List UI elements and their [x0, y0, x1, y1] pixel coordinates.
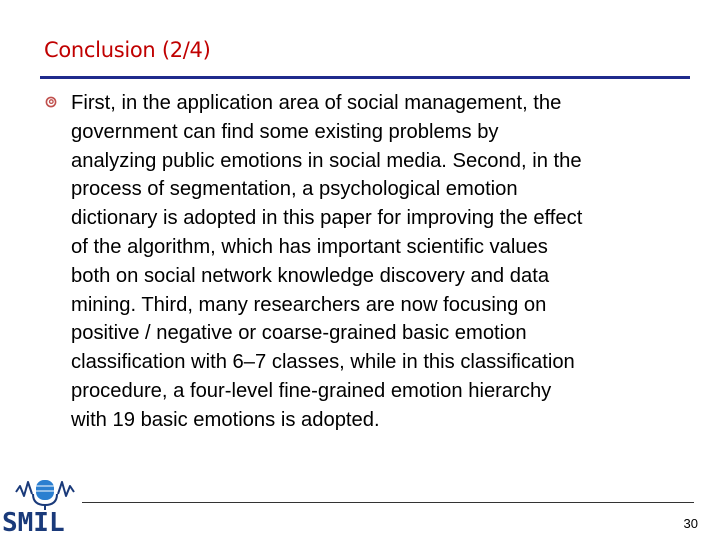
body-paragraph [71, 89, 691, 435]
body-line: both on social network knowledge discovery and data [71, 264, 550, 287]
body-line: mining. Third, many researchers are now focusing on [71, 293, 547, 316]
body-line: with 19 basic emotions is adopted. [71, 408, 380, 431]
body-line: process of segmentation, a psychological emotion [71, 178, 518, 201]
slide-title: Conclusion (2/4) [44, 38, 211, 62]
page-number: 30 [683, 516, 698, 531]
logo-text: SMIL [2, 508, 65, 538]
title-divider [40, 76, 690, 79]
body-line: of the algorithm, which has important scientific values [71, 235, 548, 258]
body-line: analyzing public emotions in social media. Second, in the [71, 149, 582, 172]
body-line: procedure, a four-level fine-grained emotion hierarchy [71, 379, 552, 402]
body-line: First, in the application area of social management, the [71, 92, 562, 114]
footer-divider [82, 502, 694, 503]
body-line: classification with 6–7 classes, while in this classification [71, 351, 575, 374]
body-line: dictionary is adopted in this paper for improving the effect [71, 207, 583, 230]
body-line: positive / negative or coarse-grained basic emotion [71, 322, 527, 345]
body-line: government can find some existing problems by [71, 120, 499, 143]
swirl-bullet-icon [45, 96, 57, 108]
